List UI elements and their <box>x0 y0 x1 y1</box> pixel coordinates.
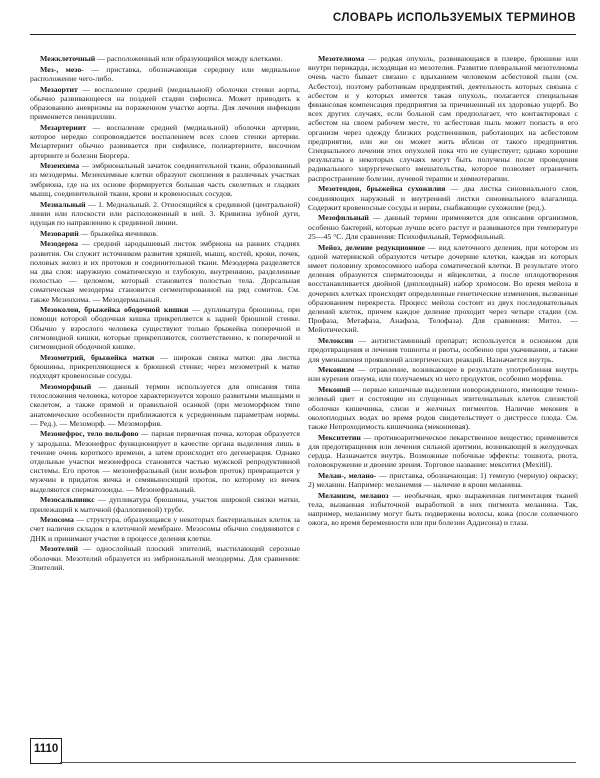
dictionary-entry <box>308 213 578 241</box>
entry-definition: — дупликатура брюшины, при помощи которой ободочная кишка прикрепляется к задней брюшной стенке. Обычно у взрослого человека существуют только брыжейка поперечной и сигмовидной кишки, которые прикрепляются, соответственно, к поперечной и сигмовидной ободочной кишке. <box>30 305 301 352</box>
dictionary-entry <box>308 336 578 364</box>
entry-definition: — структура, образующаяся у некоторых бактериальных клеток за счет наличия складок в клеточной мембране. Мезосомы обычно соединяются с ДНК и принимают участие в процессе деления клетки. <box>30 515 300 543</box>
entry-definition: — отравление, возникающее в результате употребления внутрь или курения опиума, или получаемых из него продуктов, особенно морфина. <box>308 365 578 384</box>
entry-definition: — однослойный плоский эпителий, выстилающий серозные оболочки. Мезотелий образуется из эмбриональной мезодермы. Для сравнения: Эпителий. <box>30 544 300 572</box>
entry-definition: — данный термин используется для описания типа телосложения человека, которое характеризуется хорошо развитыми мышцами и скелетом, а также прямой и правильной осанкой (при мезоморфном типе анатомические особенности приближаются к усредненным параметрам нормы. — Ред.). — Мезоморф. — Мезоморфия. <box>30 381 300 428</box>
entry-definition: — средний зародышевый листок эмбриона на ранних стадиях развития. Он служит источником развития хряшей, мышц, костей, крови, почек, половых желез и их протоков и соединительной ткани. Мезодерма разделяется на два слоя: наружную соматическую и глубокую, внутреннюю, разделенные полостью — целомом, который становится полостью тела. Дорсальная соматическая мезодерма становится сегментированной на ряд сомитов. См. также Мезенхима. — Мезодермальный. <box>30 239 300 304</box>
entry-definition: — противоаритмическое лекарственное вещество; применяется для предотвращения или лечения сильной аритмии, возникающей в желудочках сердца. Назначается внутрь. Возможные побочные эффекты: тошнота, рвота, головокружение и двоение зрения. Торговое название: мекситил (Mexitil). <box>308 432 578 470</box>
entry-definition: — два листка синовиального слоя, соединяющих наружный и внутренний листки синовиального влагалища. Содержит кровеносные сосуды и нервы, снабжающие сухожилие (ред.). <box>308 184 578 212</box>
dictionary-entry <box>30 429 300 493</box>
dictionary-entry <box>308 243 578 335</box>
dictionary-entry <box>30 200 300 228</box>
dictionary-entry <box>30 161 300 198</box>
dictionary-entry <box>30 239 300 303</box>
dictionary-entry <box>30 515 300 543</box>
footer-rule <box>60 762 576 763</box>
dictionary-entry <box>308 385 578 431</box>
dictionary-entry <box>30 495 300 513</box>
entry-term: Мезоколон, брыжейка ободочной кишки <box>40 305 189 315</box>
dictionary-entry <box>30 544 300 572</box>
dictionary-entry <box>30 353 300 381</box>
entry-term: Мезотелий <box>40 544 79 554</box>
entry-definition: — эмбриональный зачаток соединительной ткани, образованный из мезодермы. Мезенхимные клетки образуют скопления в различных участках эмбриона, где на их основе формируется большая часть скелетных и гладких мышц, соединительной ткани, крови и кровеносных сосудов. <box>30 161 300 198</box>
entry-definition: — приставка, обозначающая середину или медиальное расположение чего-либо. <box>30 64 301 83</box>
entry-definition: — широкая связка матки: два листка брюшины, прикрепляющиеся к брюшной стенке; через мезометрий к матке подходят кровеносные сосуды. <box>30 352 300 381</box>
dictionary-entry <box>30 85 300 122</box>
entry-definition: — первые кишечные выделения новорожденного, имеющие темно-зеленый цвет и состоящие из слущенных эпителиальных клеток слизистой оболочки кишечника, слизи и желчных пигментов. Наличие мекония в околоплодных водах во время родов свидетельствует о дистрессе плода. См. также Непроходимость кишечника (мекониевая). <box>308 385 578 431</box>
entry-term: Мезартериит <box>40 122 87 132</box>
entry-definition: — редкая опухоль, развивающаяся в плевре, брюшине или внутри перикарда, исходящая из мезотелия. Развитие плевральной мезотелиомы очень часто бывает связано с вдыханием человеком асбестовой пыли (см. Асбестоз), поэтому работникам предприятий, деятельность которых связана с асбестом и у которых имеется такая опухоль, полагается специальная финансовая компенсация предприятия за причиненный их здоровью ущерб. Во всех других случаях, если больной сам предполагает, что контактировал с асбестом на своем рабочем месте, то асбестовая пыль может попасть в его организм через одежду близких родственников, работающих на асбестовом предприятии, или же он может жить вблизи от такого предприятия. Специального лечения этих опухолей пока что не существует; однако хорошие результаты в некоторых случаях могут быть получены после проведения радикального хирургического вмешательства, которое позволяет ограничить распространение болезни, лучевой терапии и химиотерапии. <box>308 54 578 183</box>
entry-term: Мезонефрос, тело вольфово <box>40 429 139 439</box>
entry-term: Мейоз, деление редукционное <box>318 242 425 252</box>
entry-term: Мелоксин <box>318 336 354 346</box>
dictionary-entry <box>308 184 578 212</box>
entry-term: Мезаортит <box>40 84 78 94</box>
dictionary-entry <box>308 54 578 183</box>
entry-term: Меконий <box>318 385 351 395</box>
entry-term: Меконизм <box>318 365 355 375</box>
dictionary-entry <box>308 365 578 383</box>
entry-term: Межклеточный <box>40 54 96 63</box>
entry-term: Мезоварий <box>40 228 79 238</box>
entry-term: Мезотелиома <box>318 54 365 63</box>
entry-term: Мезосальпинкс <box>40 495 95 505</box>
entry-term: Мезоморфный <box>40 381 92 391</box>
entry-term: Мезодерма <box>40 239 79 249</box>
dictionary-entry <box>30 305 300 351</box>
dictionary-entry <box>30 65 300 83</box>
entry-term: Мезенхима <box>40 161 80 171</box>
entry-term: Мезометрий, брыжейка матки <box>40 352 155 362</box>
entry-term: Мелан-, мелано- <box>318 470 377 480</box>
dictionary-entry <box>30 54 300 63</box>
entry-term: Мезотендон, брыжейка сухожилия <box>318 184 446 194</box>
entry-definition: — данный термин применяется для описания организмов, особенно бактерий, которые лучше всего растут и развиваются при температуре 25—45 °С. Для сравнения: Психофильный, Термофильный. <box>308 213 578 241</box>
entry-definition: — 1. Медиальный. 2. Относящийся к срединной (центральной) линии или плоскости или расположенный в ней. 3. Кривизна зубной дуги, идущая по направлению к срединной линии. <box>30 199 300 227</box>
entry-term: Мекситетин <box>318 432 361 442</box>
dictionary-entry <box>308 433 578 470</box>
entry-definition: — воспаление средней (медиальной) оболочки стенки аорты, обычно развивающееся на поздней стадии сифилиса. Может приводить к образованию аневризмы на пораженном участке аорты. Для лечения инфекции применяется пенициллин. <box>30 84 300 122</box>
entry-definition: — вид клеточного деления, при котором из одной материнской образуются четыре дочерние клетки, каждая из которых имеет половину хромосомного набора соматической клетки. В результате этого деления образуются сперматозоиды и яйцеклетки, а после оплодотворения восстанавливается двойной (диплоидный) набор хромосом. Во время мейоза в дочерних клетках происходят определенные генетические изменения, вызванные образованием перекреста. Процесс мейоза состоит из двух последовательных делений клеток, причем каждое деление проходит через четыре стадии (см. Профаза, Метафаза, Анафаза, Телофаза). Для сравнения: Митоз. — Мейотический. <box>308 242 578 335</box>
page-number: 1110 <box>34 743 59 755</box>
entry-definition: — воспаление средней (медиальной) оболочки артерии, которое нередко сопровождается воспалением всех слоев стенки артерии. Мезартериит обычно развивается при сифилисе, полиартериите, височном артериите и болезни Бюргера. <box>30 122 300 160</box>
entry-term: Мезиальный <box>40 199 86 209</box>
entry-term: Мез-, мезо- <box>40 64 84 74</box>
right-column <box>308 54 578 529</box>
dictionary-entry <box>30 382 300 428</box>
entry-definition: — антигистаминный препарат; используется в основном для предотвращения и лечения тошноты и рвоты, особенно при укачивании, а также для уменьшения проявлений аллергических реакций. Назначается внутрь. <box>308 336 578 364</box>
entry-definition: — брыжейка яичников. <box>78 228 158 238</box>
dictionary-entry <box>30 123 300 160</box>
entry-definition: — приставка, обозначающая: 1) темную (черную) окраску; 2) меланин. Например: меланемия — наличие в крови меланина. <box>308 470 578 490</box>
dictionary-entry <box>308 471 578 489</box>
entry-definition: — расположенный или образующийся между клетками. <box>95 54 283 63</box>
entry-term: Мезофильный <box>318 213 369 223</box>
running-header <box>30 8 576 35</box>
entry-term: Меланизм, меланоз <box>318 490 389 500</box>
dictionary-entry <box>30 229 300 238</box>
entry-definition: — дупликатура брюшины, участок широкой связки матки, прилежащий к маточной (фаллопиевой) трубе. <box>30 495 300 514</box>
entry-definition: — парная первичная почка, которая образуется у зародыша. Мезонефрос функционирует в качестве органа выделения лишь в течение очень короткого времени, а затем происходит его дегенерация. Однако отдельные участки мезонефроса становятся частью мужской репродуктивной системы. Его проток — мезонефральный (или вольфов проток) превращается у мужчин в придаток яичка и семявыносящий проток, по которому из яичек выделяются сперматозоиды. — Мезонефральный. <box>30 429 300 494</box>
dictionary-entry <box>308 491 578 528</box>
entry-term: Мезосома <box>40 515 74 525</box>
entry-definition: — необычная, ярко выраженная пигментация тканей тела, вызванная избыточной выработкой в них пигмента меланина. Так, например, меланизму могут быть подвержены волосы, кожа (после солнечного ожога, во время беременности или при болезни Аддисона) и глаза. <box>308 490 578 528</box>
left-column <box>30 54 300 573</box>
header-title: СЛОВАРЬ ИСПОЛЬЗУЕМЫХ ТЕРМИНОВ <box>332 12 576 24</box>
